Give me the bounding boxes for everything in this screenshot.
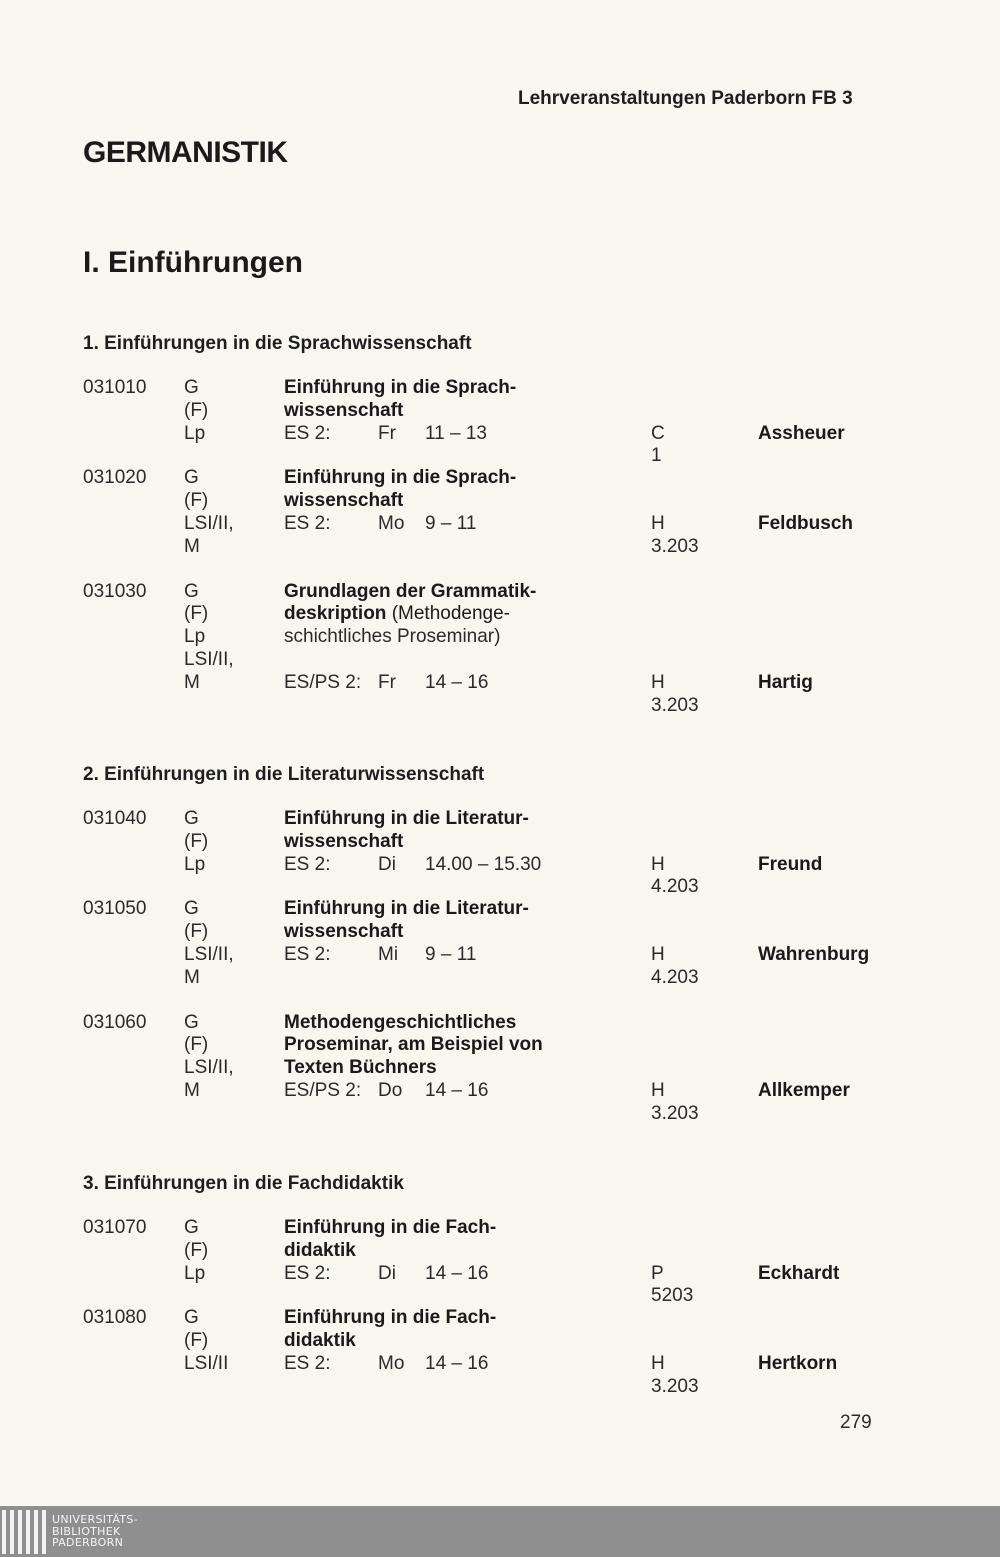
course-day: Di [378,853,396,875]
chapter-title: I. Einführungen [83,246,303,279]
course-time: 11 – 13 [425,422,487,444]
course-title: Einführung in die Literatur- [284,898,529,920]
course-time: 9 – 11 [425,943,477,965]
section-title: 2. Einführungen in die Literaturwissenschaft [83,764,485,785]
course-title: wissenschaft [284,490,404,512]
course-entry [83,898,870,989]
course-description [284,808,644,876]
section-sprachwissenschaft [83,333,854,717]
course-description [284,898,644,966]
course-category: Lp [184,1262,206,1284]
course-title: Einführung in die Sprach- [284,467,517,489]
course-categories [184,377,264,445]
course-title: Proseminar, am Beispiel von [284,1034,543,1056]
course-type: ES 2: [284,422,331,444]
course-room: C 1 [651,422,665,467]
course-schedule [284,513,644,536]
course-categories [184,581,264,695]
course-title: Einführung in die Sprach- [284,377,517,398]
course-categories [184,808,264,876]
course-schedule [284,672,644,695]
course-subtitle: (Methodenge- [391,603,510,625]
course-number: 031080 [83,1307,147,1329]
course-room: H 3.203 [651,1079,699,1124]
course-categories [184,1307,264,1375]
course-category: M [184,1079,200,1101]
course-entry [83,1307,838,1397]
course-day: Fr [378,671,396,693]
course-description [284,1307,644,1375]
course-category: LSI/II, [184,648,234,670]
course-category: G [184,1217,199,1238]
course-category: LSI/II, [184,1057,234,1079]
page-number: 279 [840,1412,872,1433]
course-title: didaktik [284,1330,356,1352]
course-lecturer: Allkemper [758,1079,850,1101]
course-category: G [184,1011,199,1033]
course-type: ES/PS 2: [284,1079,362,1101]
course-title: wissenschaft [284,399,404,421]
library-name: UNIVERSITÄTS- BIBLIOTHEK PADERBORN [52,1513,138,1549]
course-entry [83,1217,840,1307]
course-number: 031020 [83,467,147,489]
course-category: G [184,808,199,829]
course-description [284,377,644,445]
course-category: (F) [184,1034,209,1056]
course-subtitle: schichtliches Proseminar) [284,626,501,648]
course-description [284,581,644,695]
section-title: 3. Einführungen in die Fachdidaktik [83,1173,404,1194]
course-description [284,1012,644,1103]
course-description [284,467,644,535]
course-schedule [284,1353,644,1376]
course-lecturer: Freund [758,853,823,875]
course-categories [184,467,264,558]
course-day: Mo [378,512,405,534]
course-room: H 4.203 [651,853,699,898]
course-category: G [184,467,199,489]
course-room: H 4.203 [651,943,699,988]
course-title: Grundlagen der Grammatik- [284,580,537,602]
course-category: LSI/II, [184,943,234,965]
course-day: Fr [378,422,396,444]
course-number: 031060 [83,1011,147,1033]
course-title: wissenschaft [284,830,404,852]
course-description [284,1217,644,1285]
course-day: Mo [378,1352,405,1374]
course-type: ES 2: [284,512,331,534]
course-lecturer: Wahrenburg [758,943,870,965]
course-category: Lp [184,626,206,648]
course-title: Einführung in die Literatur- [284,808,529,829]
course-category: (F) [184,1330,209,1352]
course-time: 14 – 16 [425,1262,489,1284]
course-schedule [284,423,644,446]
course-type: ES 2: [284,1352,331,1374]
course-type: ES 2: [284,1262,331,1284]
course-category: M [184,966,200,988]
department-title: GERMANISTIK [83,136,288,169]
course-category: (F) [184,1239,209,1261]
course-category: (F) [184,603,209,625]
section-fachdidaktik [83,1173,840,1398]
course-categories [184,1012,264,1103]
course-room: H 3.203 [651,512,699,557]
course-entry [83,377,845,467]
course-category: G [184,898,199,920]
course-day: Do [378,1079,403,1101]
course-category: LSI/II, [184,512,234,534]
course-category: Lp [184,853,206,875]
course-category: M [184,671,200,693]
course-lecturer: Assheuer [758,422,845,444]
course-category: (F) [184,490,209,512]
course-room: H 3.203 [651,671,699,716]
course-number: 031050 [83,898,147,920]
library-logo-icon [2,1510,46,1554]
course-time: 9 – 11 [425,512,477,534]
course-category: LSI/II [184,1352,229,1374]
course-number: 031010 [83,377,147,398]
course-category: (F) [184,830,209,852]
course-time: 14.00 – 15.30 [425,853,542,875]
course-entry [83,808,823,898]
section-literaturwissenschaft [83,764,870,1125]
course-lecturer: Eckhardt [758,1262,840,1284]
course-schedule [284,944,644,967]
course-title-line: deskription [284,603,387,625]
course-number: 031070 [83,1217,147,1238]
course-category: Lp [184,422,206,444]
course-entry [83,467,854,558]
course-type: ES/PS 2: [284,671,362,693]
course-lecturer: Feldbusch [758,512,854,534]
course-category: G [184,377,199,398]
course-schedule [284,854,644,877]
course-schedule [284,1080,644,1103]
course-day: Mi [378,943,399,965]
course-time: 14 – 16 [425,1352,489,1374]
course-lecturer: Hartig [758,671,813,693]
course-title: Texten Büchners [284,1057,437,1079]
course-category: G [184,580,199,602]
course-time: 14 – 16 [425,1079,489,1101]
course-category: (F) [184,921,209,943]
course-type: ES 2: [284,853,331,875]
course-title: didaktik [284,1239,356,1261]
course-entry [83,580,813,716]
course-schedule [284,1263,644,1286]
course-number: 031030 [83,580,147,602]
course-title: wissenschaft [284,921,404,943]
course-categories [184,898,264,989]
course-category: M [184,535,200,557]
course-time: 14 – 16 [425,671,489,693]
course-day: Di [378,1262,396,1284]
course-entry [83,1011,850,1124]
course-room: H 3.203 [651,1352,699,1397]
course-lecturer: Hertkorn [758,1352,838,1374]
course-room: P 5203 [651,1262,694,1307]
course-category: G [184,1307,199,1329]
course-title [284,603,644,626]
course-categories [184,1217,264,1285]
course-number: 031040 [83,808,147,829]
course-category: (F) [184,399,209,421]
course-title: Einführung in die Fach- [284,1307,497,1329]
course-type: ES 2: [284,943,331,965]
course-title: Methodengeschichtliches [284,1011,517,1033]
section-title: 1. Einführungen in die Sprachwissenschaft [83,333,472,354]
running-head: Lehrveranstaltungen Paderborn FB 3 [518,88,853,109]
course-title: Einführung in die Fach- [284,1217,497,1238]
library-footer [0,1506,1000,1557]
